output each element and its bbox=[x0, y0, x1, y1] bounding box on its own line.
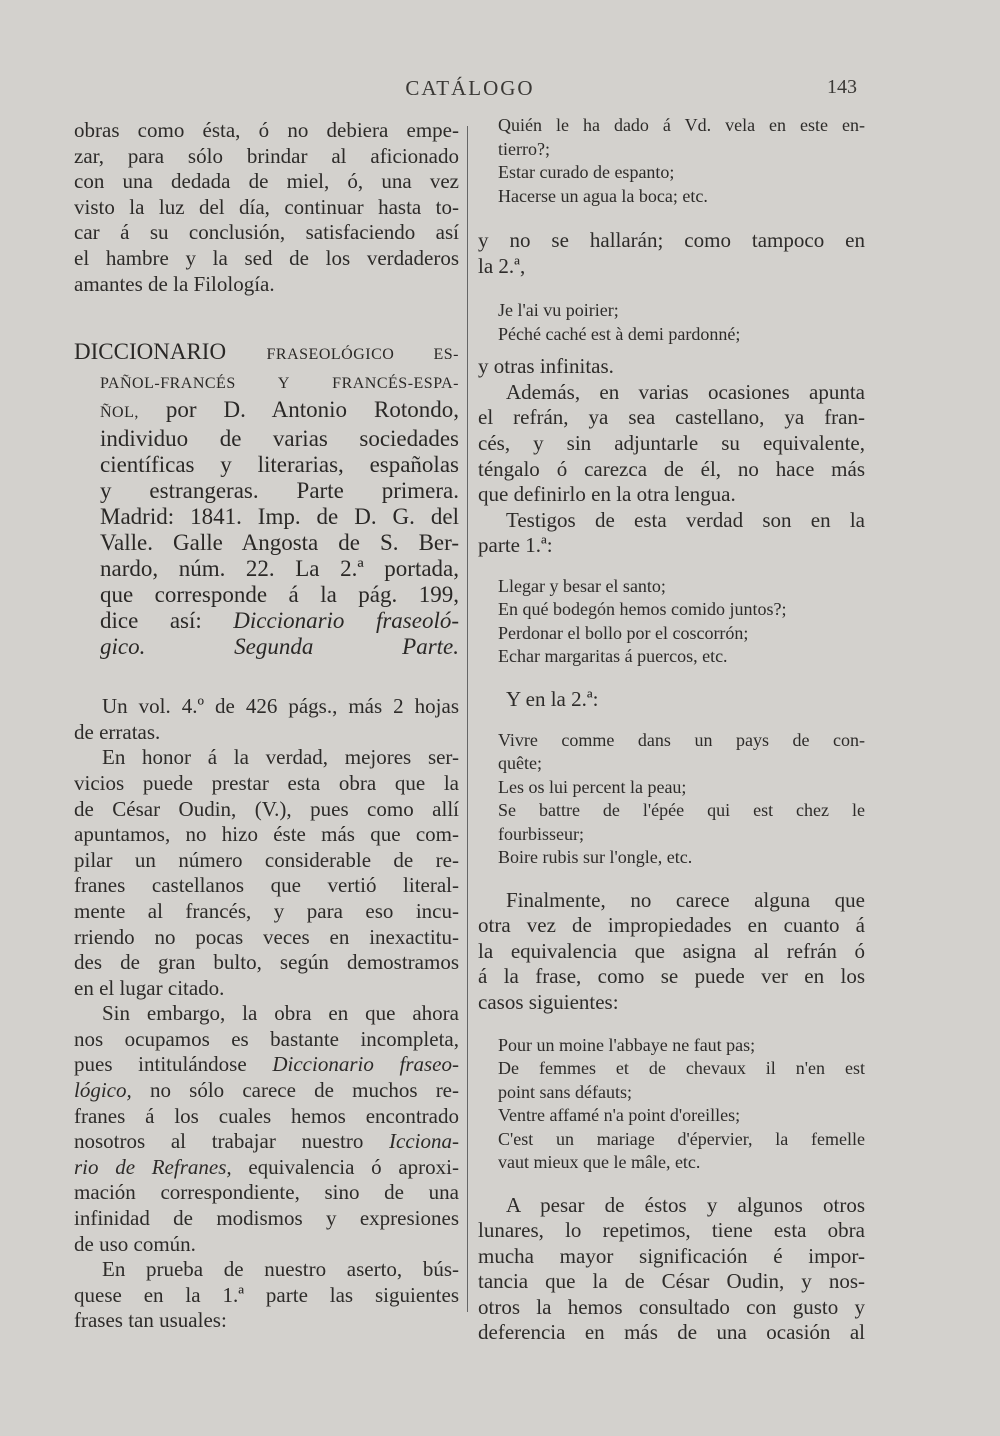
paragraph bbox=[478, 687, 865, 713]
text-line: Sin embargo, la obra en que ahora bbox=[102, 1001, 459, 1026]
paragraph bbox=[74, 118, 459, 297]
phrase-line: Je l'ai vu poirier; bbox=[498, 300, 619, 321]
phrase-line: Vivre comme dans un pays de con- bbox=[498, 729, 865, 750]
text-line: Testigos de esta verdad son en la bbox=[506, 507, 865, 532]
entry-line: Valle. Galle Angosta de S. Ber- bbox=[100, 530, 459, 556]
paragraph bbox=[478, 888, 865, 1016]
page-number: 143 bbox=[827, 76, 857, 98]
phrase-line: Quién le ha dado á Vd. vela en este en- bbox=[498, 115, 865, 135]
running-head: CATÁLOGO bbox=[405, 76, 535, 100]
italic-span: Diccionario fraseo- bbox=[272, 1052, 459, 1077]
catalog-entry bbox=[74, 339, 459, 660]
paragraph bbox=[74, 694, 459, 745]
entry-line: Madrid: 1841. Imp. de D. G. del bbox=[100, 504, 459, 530]
phrase-line: Estar curado de espanto; bbox=[498, 162, 675, 182]
quoted-phrases bbox=[478, 1034, 865, 1175]
text-line: casos siguientes: bbox=[478, 989, 619, 1014]
text-line: á la frase, como se puede ver en los bbox=[478, 964, 865, 989]
text-line: frases tan usuales: bbox=[74, 1308, 227, 1333]
quoted-phrases bbox=[478, 575, 865, 669]
entry-line: científicas y literarias, españolas bbox=[100, 452, 459, 478]
text-line: Finalmente, no carece alguna que bbox=[506, 887, 865, 912]
text-line: téngalo ó carezca de él, no hace más bbox=[478, 456, 865, 481]
text-line: cés, y sin adjuntarle su equivalente, bbox=[478, 430, 865, 455]
italic-span: lógico, bbox=[74, 1078, 132, 1103]
paragraph bbox=[74, 1001, 459, 1257]
text-line: zar, para sólo brindar al aficionado bbox=[74, 143, 459, 168]
text-line: A pesar de éstos y algunos otros bbox=[506, 1192, 865, 1217]
italic-span: Icciona- bbox=[389, 1129, 459, 1154]
text-line: mucha mayor significación é impor- bbox=[478, 1243, 865, 1268]
text-line: des de gran bulto, según demostramos bbox=[74, 950, 459, 975]
text-line: vicios puede prestar esta obra que la bbox=[74, 770, 459, 795]
quoted-phrases bbox=[478, 114, 865, 208]
phrase-line: quête; bbox=[498, 753, 542, 774]
text-line: mación correspondiente, sino de una bbox=[74, 1180, 459, 1205]
entry-line: nardo, núm. 22. La 2.ª portada, bbox=[100, 556, 459, 582]
text-line: tancia que la de César Oudin, y nos- bbox=[478, 1269, 865, 1294]
entry-text: dice así: bbox=[100, 608, 234, 634]
text-line: amantes de la Filología. bbox=[74, 271, 275, 296]
paragraph bbox=[478, 228, 865, 279]
text-line: lunares, lo repetimos, tiene esta obra bbox=[478, 1218, 865, 1243]
text-line: y otras infinitas. bbox=[478, 354, 614, 379]
text-line: parte 1.ª: bbox=[478, 533, 553, 558]
entry-line bbox=[74, 397, 459, 426]
text-line bbox=[74, 1078, 459, 1104]
phrase-line: En qué bodegón hemos comido juntos?; bbox=[498, 599, 787, 620]
phrase-line: C'est un mariage d'épervier, la femelle bbox=[498, 1128, 865, 1149]
paragraph bbox=[74, 1257, 459, 1334]
text-line: de uso común. bbox=[74, 1231, 196, 1256]
italic-span: rio de Refranes, bbox=[74, 1154, 232, 1179]
text-line: En prueba de nuestro aserto, bús- bbox=[102, 1257, 459, 1282]
text-span: equivalencia ó aproxi- bbox=[231, 1154, 459, 1179]
phrase-line: Llegar y besar el santo; bbox=[498, 575, 666, 596]
text-span: no sólo carece de muchos re- bbox=[131, 1078, 459, 1103]
text-line: que definirlo en la otra lengua. bbox=[478, 482, 736, 507]
text-line: franes castellanos que vertió literal- bbox=[74, 873, 459, 898]
phrase-line: fourbisseur; bbox=[498, 823, 584, 844]
text-line: con una dedada de miel, ó, una vez bbox=[74, 169, 459, 194]
entry-line: y estrangeras. Parte primera. bbox=[100, 478, 459, 504]
quoted-phrases bbox=[478, 729, 865, 870]
text-line: apuntamos, no hizo éste más que com- bbox=[74, 822, 459, 847]
paragraph bbox=[478, 508, 865, 559]
phrase-line: Ventre affamé n'a point d'oreilles; bbox=[498, 1105, 741, 1125]
entry-text: por D. Antonio Rotondo, bbox=[138, 397, 459, 423]
text-line: pilar un número considerable de re- bbox=[74, 847, 459, 872]
text-line: la equivalencia que asigna al refrán ó bbox=[478, 938, 865, 963]
text-line: de erratas. bbox=[74, 719, 161, 744]
text-line: la 2.ª, bbox=[478, 253, 526, 278]
text-line bbox=[74, 1129, 459, 1155]
left-column bbox=[74, 118, 459, 1334]
entry-title-smallcaps: ÑOL, bbox=[100, 404, 139, 422]
text-line: Y en la 2.ª: bbox=[506, 686, 599, 711]
entry-line: que corresponde á la pág. 199, bbox=[100, 582, 459, 608]
text-span: nosotros al trabajar nuestro bbox=[74, 1129, 390, 1154]
text-line: otros la hemos consultado con gusto y bbox=[478, 1294, 865, 1319]
text-line: de César Oudin, (V.), pues como allí bbox=[74, 796, 459, 821]
phrase-line: tierro?; bbox=[498, 138, 550, 159]
text-line: obras como ésta, ó no debiera empe- bbox=[74, 118, 459, 142]
phrase-line: Pour un moine l'abbaye ne faut pas; bbox=[498, 1034, 756, 1055]
entry-line: gico. Segunda Parte. bbox=[100, 634, 459, 660]
phrase-line: Boire rubis sur l'ongle, etc. bbox=[498, 847, 693, 868]
paragraph bbox=[74, 745, 459, 1001]
phrase-line: Se battre de l'épée qui est chez le bbox=[498, 800, 865, 821]
entry-title: DICCIONARIO bbox=[74, 339, 227, 365]
phrase-line: vaut mieux que le mâle, etc. bbox=[498, 1152, 701, 1172]
entry-title-smallcaps: FRASEOLÓGICO ES- bbox=[266, 346, 459, 364]
text-line: nos ocupamos es bastante incompleta, bbox=[74, 1026, 459, 1051]
text-line: otra vez de impropiedades en cuanto á bbox=[478, 913, 865, 938]
text-line bbox=[74, 1155, 459, 1181]
text-line: infinidad de modismos y expresiones bbox=[74, 1206, 459, 1231]
text-line: en el lugar citado. bbox=[74, 975, 225, 1000]
column-rule bbox=[467, 126, 468, 1312]
paragraph bbox=[478, 354, 865, 380]
text-line: En honor á la verdad, mejores ser- bbox=[102, 745, 459, 770]
text-line: franes á los cuales hemos encontrado bbox=[74, 1103, 459, 1128]
entry-italic: Diccionario fraseoló- bbox=[233, 608, 459, 634]
text-line: quese en la 1.ª parte las siguientes bbox=[74, 1282, 459, 1307]
entry-title-line bbox=[74, 368, 459, 397]
text-line: rriendo no pocas veces en inexactitu- bbox=[74, 924, 459, 949]
entry-title-line bbox=[74, 339, 459, 368]
entry-line: individuo de varias sociedades bbox=[100, 426, 459, 452]
phrase-line: Hacerse un agua la boca; etc. bbox=[498, 185, 708, 206]
text-line: Además, en varias ocasiones apunta bbox=[506, 379, 865, 404]
text-line: car á su conclusión, satisfaciendo así bbox=[74, 220, 459, 245]
phrase-line: point sans défauts; bbox=[498, 1081, 632, 1102]
text-line: el refrán, ya sea castellano, ya fran- bbox=[478, 405, 865, 430]
text-line: mente al francés, y para eso incu- bbox=[74, 898, 459, 923]
text-line: Un vol. 4.º de 426 págs., más 2 hojas bbox=[102, 694, 459, 719]
phrase-line: Echar margaritas á puercos, etc. bbox=[498, 646, 728, 667]
right-column bbox=[478, 114, 865, 1346]
quoted-phrases bbox=[478, 299, 865, 346]
text-line: y no se hallarán; como tampoco en bbox=[478, 228, 865, 252]
text-line bbox=[74, 1052, 459, 1078]
entry-title-smallcaps: PAÑOL-FRANCÉS Y FRANCÉS-ESPA- bbox=[100, 375, 459, 393]
text-line: el hambre y la sed de los verdaderos bbox=[74, 245, 459, 270]
phrase-line: Perdonar el bollo por el coscorrón; bbox=[498, 622, 749, 643]
phrase-line: Péché caché est à demi pardonné; bbox=[498, 323, 741, 344]
phrase-line: Les os lui percent la peau; bbox=[498, 776, 687, 797]
text-line: deferencia en más de una ocasión al bbox=[478, 1320, 865, 1345]
paragraph bbox=[478, 380, 865, 508]
phrase-line: De femmes et de chevaux il n'en est bbox=[498, 1058, 865, 1078]
text-line: visto la luz del día, continuar hasta to- bbox=[74, 194, 459, 219]
paragraph bbox=[478, 1193, 865, 1347]
entry-line bbox=[74, 608, 459, 634]
text-span: pues intitulándose bbox=[74, 1052, 273, 1077]
